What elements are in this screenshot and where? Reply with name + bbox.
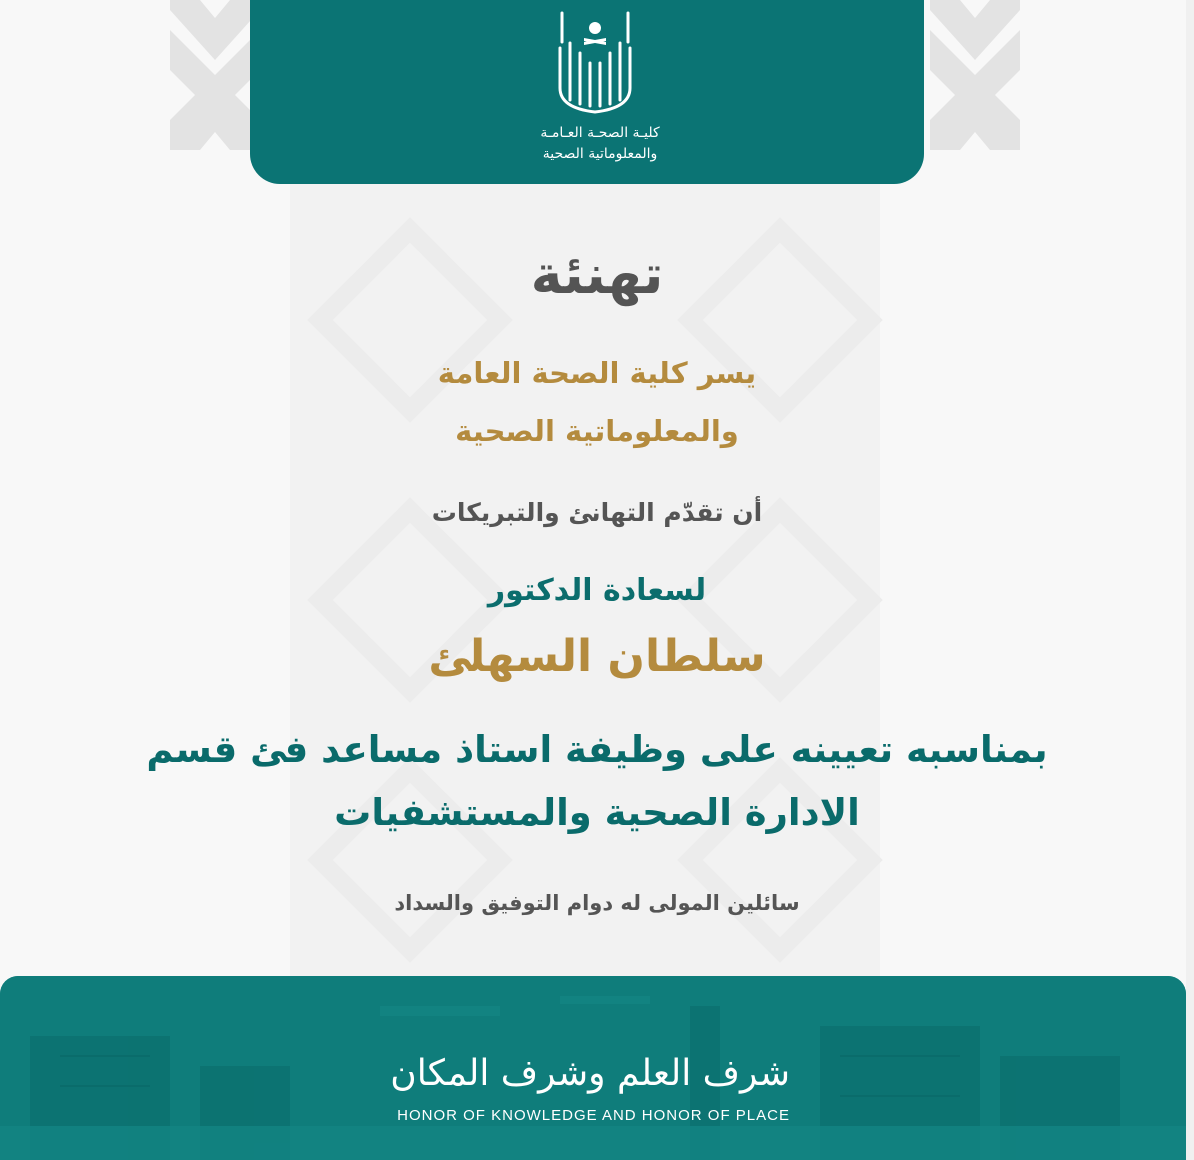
intro-line-2: والمعلوماتية الصحية: [455, 414, 739, 448]
honorific-line: لسعادة الدكتور: [487, 573, 707, 608]
corner-ornament-left: [170, 0, 260, 150]
slogan-arabic: شرف العلم وشرف المكان: [390, 1053, 790, 1094]
footer-panel: [0, 976, 1186, 1160]
slogan-english: HONOR OF KNOWLEDGE AND HONOR OF PLACE: [397, 1107, 790, 1124]
closing-line: سائلين المولى له دوام التوفيق والسداد: [394, 891, 800, 915]
right-edge-strip: [1186, 0, 1194, 1160]
occasion-line-1: بمناسبه تعيينه على وظيفة استاذ مساعد فئ قسم: [146, 728, 1048, 771]
corner-ornament-right: [930, 0, 1020, 150]
college-logo-icon: [550, 8, 640, 118]
intro-line-1: يسر كلية الصحة العامة: [437, 356, 757, 390]
occasion-line-2: الادارة الصحية والمستشفيات: [334, 791, 860, 834]
college-name-line1: كليـة الصحـة العـامـة: [540, 125, 660, 141]
offer-line: أن تقدّم التهانئ والتبريكات: [431, 498, 763, 527]
recipient-name: سلطان السهلئ: [428, 631, 766, 682]
congratulations-title: تهنئة: [530, 243, 664, 306]
college-name-line2: والمعلوماتية الصحية: [542, 146, 658, 162]
